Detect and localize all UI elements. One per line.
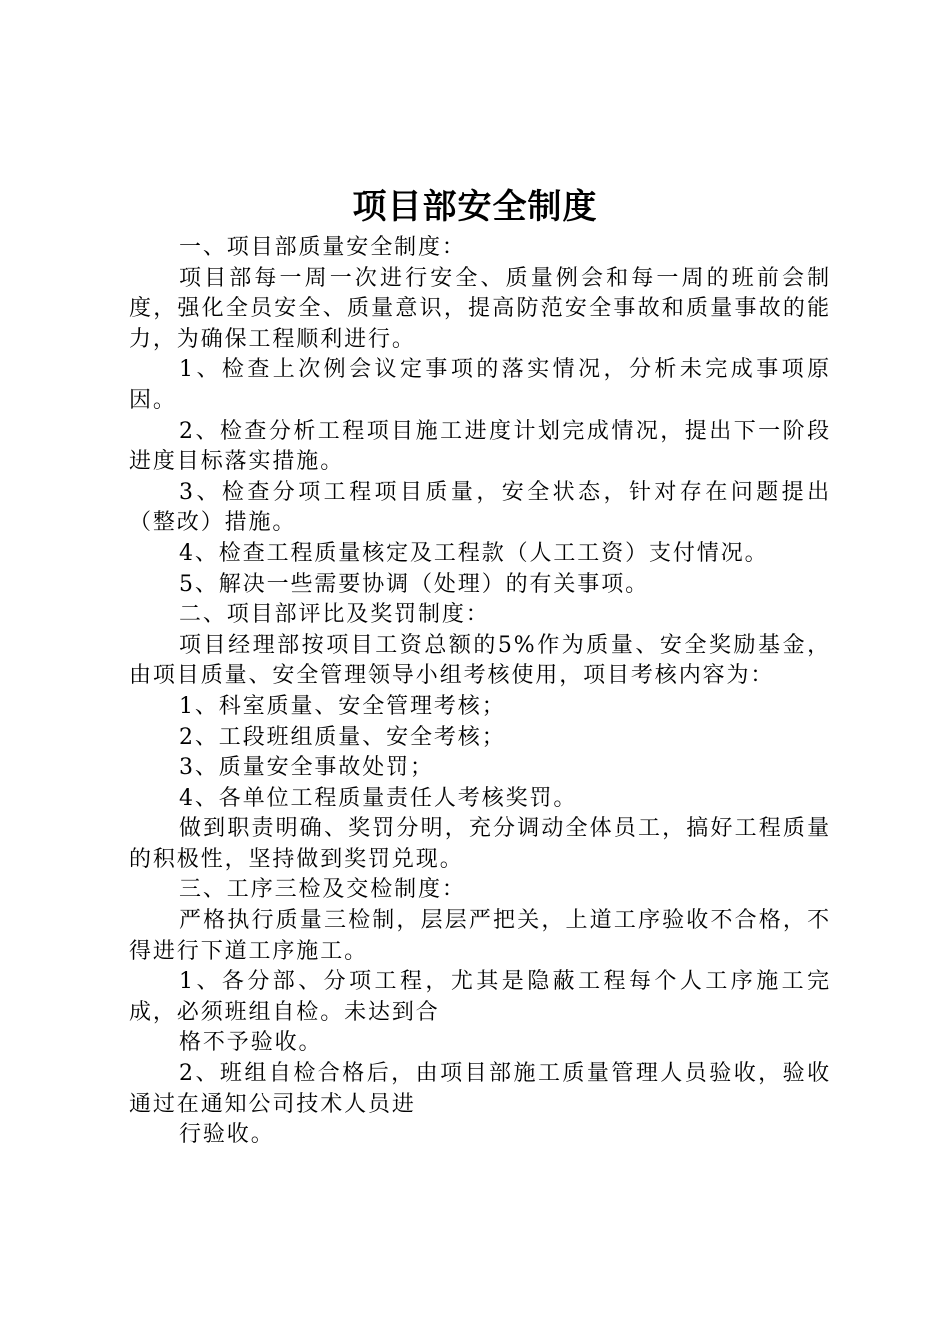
list-item: 3、质量安全事故处罚； <box>179 755 434 781</box>
list-item: 4、检查工程质量核定及工程款（人工工资）支付情况。 <box>179 540 769 566</box>
section-heading-2: 二、项目部评比及奖罚制度： <box>179 602 490 628</box>
list-item: 5、解决一些需要协调（处理）的有关事项。 <box>179 571 649 597</box>
document-body <box>129 233 831 1151</box>
list-item: 1、科室质量、安全管理考核； <box>179 693 506 719</box>
paragraph: 项目部每一周一次进行安全、质量例会和每一周的班前会制度，强化全员安全、质量意识，提高防范安全事故和质量事故的能力，为确保工程顺利进行。 <box>129 265 831 352</box>
list-item: 3、检查分项工程项目质量，安全状态，针对存在问题提出（整改）措施。 <box>129 479 831 536</box>
paragraph: 做到职责明确、奖罚分明，充分调动全体员工，搞好工程质量的积极性，坚持做到奖罚兑现。 <box>129 816 831 872</box>
section-heading-3: 三、工序三检及交检制度： <box>179 877 466 903</box>
document-title: 项目部安全制度 <box>352 187 598 227</box>
list-item: 4、各单位工程质量责任人考核奖罚。 <box>179 785 578 811</box>
list-item: 2、班组自检合格后，由项目部施工质量管理人员验收，验收通过在通知公司技术人员进 <box>129 1061 831 1117</box>
list-item: 1、各分部、分项工程，尤其是隐蔽工程每个人工序施工完成，必须班组自检。未达到合 <box>129 969 831 1025</box>
list-item-continuation: 行验收。 <box>179 1122 275 1148</box>
list-item: 2、工段班组质量、安全考核； <box>179 724 506 750</box>
paragraph: 项目经理部按项目工资总额的5%作为质量、安全奖励基金，由项目质量、安全管理领导小组考核使用，项目考核内容为： <box>129 632 831 689</box>
list-item: 1、检查上次例会议定事项的落实情况，分析未完成事项原因。 <box>129 357 831 413</box>
list-item-continuation: 格不予验收。 <box>179 1030 323 1056</box>
section-heading-1: 一、项目部质量安全制度： <box>179 235 466 260</box>
paragraph: 严格执行质量三检制，层层严把关，上道工序验收不合格，不得进行下道工序施工。 <box>129 908 831 964</box>
list-item: 2、检查分析工程项目施工进度计划完成情况，提出下一阶段进度目标落实措施。 <box>129 418 831 475</box>
